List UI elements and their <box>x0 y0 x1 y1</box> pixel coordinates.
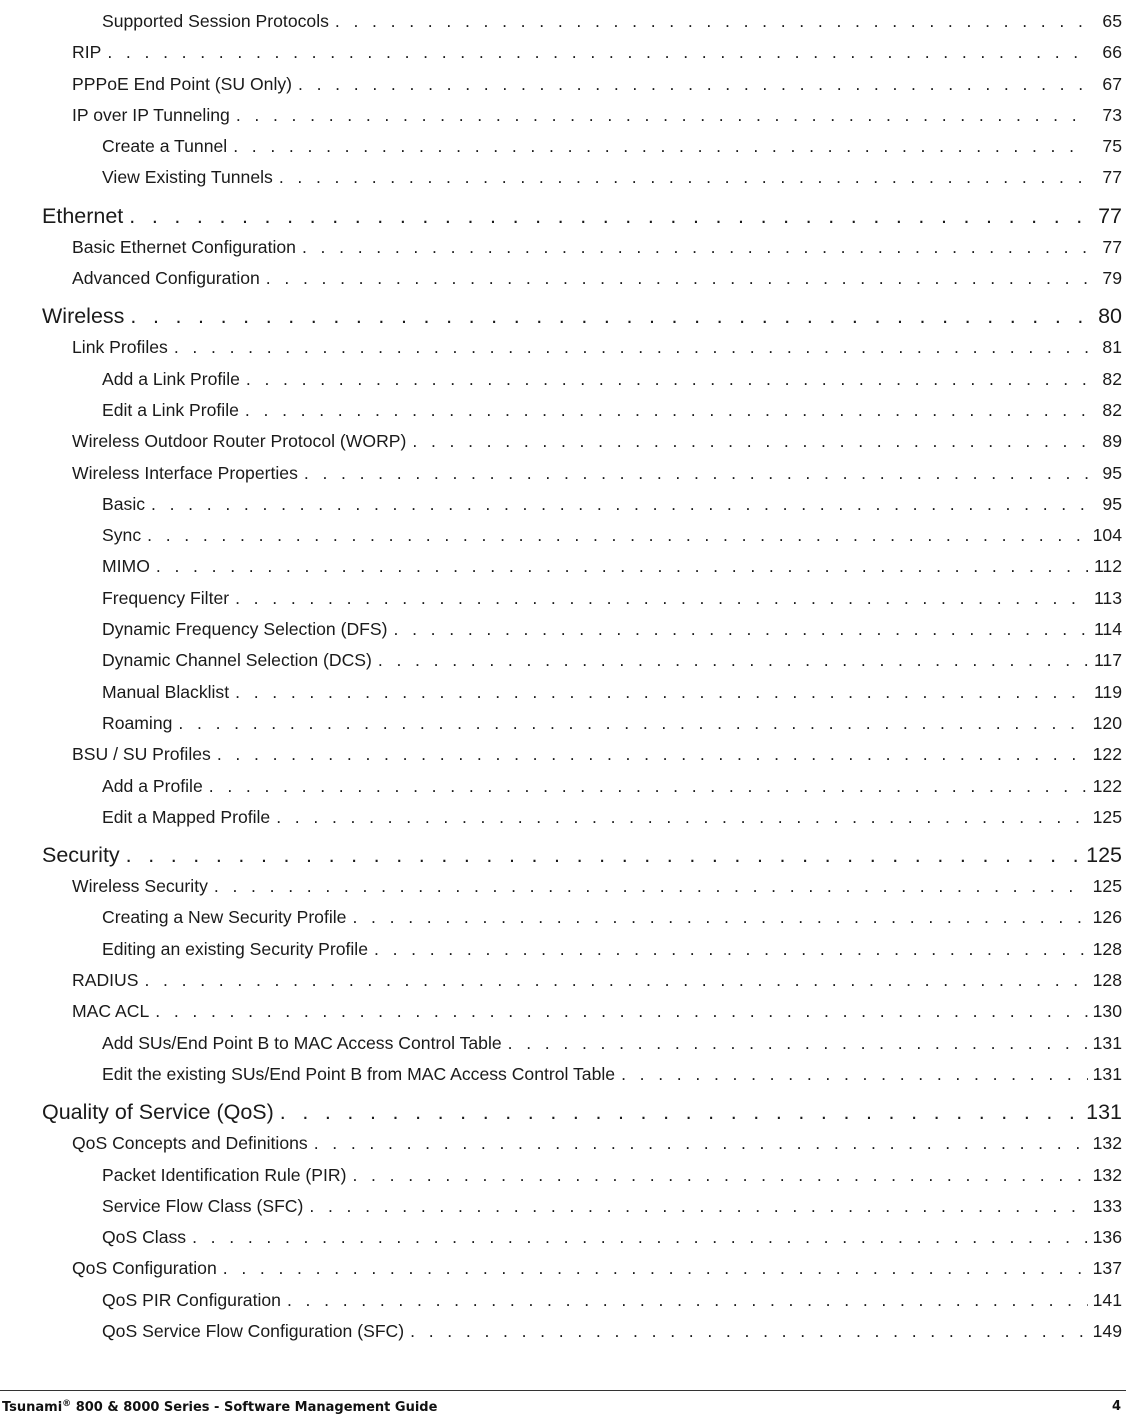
toc-entry-page-number: 136 <box>1092 1227 1122 1248</box>
toc-entry-title: MIMO <box>102 556 150 577</box>
dot-leader <box>621 1064 1088 1085</box>
dot-leader <box>235 588 1088 609</box>
toc-entry-page-number: 125 <box>1086 843 1122 868</box>
dot-leader <box>352 1165 1088 1186</box>
dot-leader <box>107 42 1088 63</box>
dot-leader <box>126 843 1084 868</box>
toc-section-link[interactable] <box>0 237 1126 268</box>
toc-entry-title: QoS Concepts and Definitions <box>72 1133 308 1154</box>
toc-entry-title: QoS Configuration <box>72 1258 217 1279</box>
toc-entry-title: Wireless Outdoor Router Protocol (WORP) <box>72 431 407 452</box>
dot-leader <box>144 970 1088 991</box>
toc-subsection-link[interactable] <box>0 525 1126 556</box>
toc-entry-title: IP over IP Tunneling <box>72 104 230 125</box>
dot-leader <box>209 776 1088 797</box>
dot-leader <box>155 1001 1088 1022</box>
dot-leader <box>266 268 1088 289</box>
toc-section-link[interactable] <box>0 1133 1126 1164</box>
toc-entry-title: PPPoE End Point (SU Only) <box>72 73 293 94</box>
footer-brand: Tsunami <box>2 1400 63 1415</box>
toc-entry-page-number: 81 <box>1102 337 1122 358</box>
toc-entry-page-number: 119 <box>1093 681 1122 702</box>
dot-leader <box>280 1100 1084 1125</box>
toc-subsection-link[interactable] <box>0 11 1126 42</box>
toc-subsection-link[interactable] <box>0 494 1126 525</box>
toc-entry-page-number: 131 <box>1092 1063 1122 1084</box>
toc-entry-title: Packet Identification Rule (PIR) <box>102 1164 347 1185</box>
footer-title-text: 800 & 8000 Series - Software Management Guide <box>71 1400 438 1415</box>
toc-entry-title: Supported Session Protocols <box>102 11 329 31</box>
toc-entry-page-number: 126 <box>1092 907 1122 928</box>
toc-entry-page-number: 125 <box>1092 806 1122 827</box>
dot-leader <box>217 744 1088 765</box>
toc-subsection-link[interactable] <box>0 369 1126 400</box>
footer-page-number: 4 <box>1111 1399 1121 1414</box>
toc-entry-title: View Existing Tunnels <box>102 167 273 188</box>
toc-entry-title: Edit a Mapped Profile <box>102 806 271 827</box>
dot-leader <box>302 237 1088 258</box>
dot-leader <box>378 650 1088 671</box>
toc-entry-page-number: 128 <box>1092 938 1122 959</box>
toc-entry-title: Wireless <box>42 304 125 329</box>
toc-subsection-link[interactable] <box>0 167 1126 198</box>
toc-entry-page-number: 112 <box>1093 556 1122 577</box>
dot-leader <box>129 204 1088 229</box>
toc-section-link[interactable] <box>0 74 1126 105</box>
toc-entry-page-number: 149 <box>1092 1320 1122 1341</box>
dot-leader <box>394 619 1088 640</box>
footer-divider <box>0 1390 1126 1391</box>
toc-entry-page-number: 125 <box>1092 876 1122 897</box>
dot-leader <box>174 337 1088 358</box>
toc-entry-page-number: 113 <box>1093 587 1122 608</box>
toc-entry-title: Wireless Security <box>72 876 208 897</box>
toc-entry-title: Link Profiles <box>72 337 168 358</box>
toc-entry-page-number: 73 <box>1102 104 1122 125</box>
toc-entry-title: Edit the existing SUs/End Point B from MAC Access Control Table <box>102 1063 616 1084</box>
dot-leader <box>151 494 1088 515</box>
toc-section-link[interactable] <box>0 105 1126 136</box>
toc-subsection-link[interactable] <box>0 682 1126 713</box>
dot-leader <box>147 525 1088 546</box>
toc-entry-page-number: 130 <box>1092 1001 1122 1022</box>
table-of-contents <box>0 11 1126 1352</box>
toc-entry-title: RADIUS <box>72 970 139 991</box>
toc-section-link[interactable] <box>0 431 1126 462</box>
toc-entry-page-number: 122 <box>1092 744 1122 765</box>
toc-entry-page-number: 75 <box>1102 136 1122 157</box>
dot-leader <box>410 1321 1088 1342</box>
toc-entry-title: Add SUs/End Point B to MAC Access Control Table <box>102 1032 502 1053</box>
toc-subsection-link[interactable] <box>0 619 1126 650</box>
dot-leader <box>192 1227 1088 1248</box>
toc-entry-page-number: 132 <box>1092 1133 1122 1154</box>
toc-subsection-link[interactable] <box>0 1321 1126 1352</box>
toc-entry-title: Add a Link Profile <box>102 368 240 389</box>
dot-leader <box>235 682 1088 703</box>
toc-subsection-link[interactable] <box>0 713 1126 744</box>
toc-chapter-link[interactable] <box>0 1100 1126 1133</box>
dot-leader <box>287 1290 1088 1311</box>
dot-leader <box>233 136 1088 157</box>
toc-entry-title: Edit a Link Profile <box>102 399 239 420</box>
toc-entry-title: Wireless Interface Properties <box>72 462 298 483</box>
toc-section-link[interactable] <box>0 42 1126 73</box>
dot-leader <box>314 1133 1088 1154</box>
registered-mark: ® <box>62 1399 72 1409</box>
toc-entry-page-number: 131 <box>1086 1100 1122 1125</box>
toc-entry-page-number: 141 <box>1092 1289 1122 1310</box>
toc-entry-page-number: 132 <box>1092 1164 1122 1185</box>
toc-subsection-link[interactable] <box>0 1196 1126 1227</box>
toc-entry-title: Security <box>42 843 120 868</box>
toc-subsection-link[interactable] <box>0 650 1126 681</box>
toc-section-link[interactable] <box>0 970 1126 1001</box>
toc-entry-page-number: 117 <box>1093 650 1122 671</box>
toc-entry-page-number: 82 <box>1102 399 1122 420</box>
toc-subsection-link[interactable] <box>0 1290 1126 1321</box>
dot-leader <box>298 74 1088 95</box>
toc-entry-title: Basic Ethernet Configuration <box>72 236 296 257</box>
toc-entry-page-number: 82 <box>1102 368 1122 389</box>
toc-entry-page-number: 120 <box>1092 712 1122 733</box>
toc-entry-page-number: 131 <box>1092 1032 1122 1053</box>
toc-entry-page-number: 133 <box>1092 1195 1122 1216</box>
toc-entry-page-number: 104 <box>1092 525 1122 546</box>
toc-entry-page-number: 95 <box>1102 493 1122 514</box>
dot-leader <box>246 369 1088 390</box>
toc-entry-page-number: 114 <box>1093 619 1122 640</box>
toc-subsection-link[interactable] <box>0 1064 1126 1095</box>
toc-entry-page-number: 122 <box>1092 775 1122 796</box>
toc-subsection-link[interactable] <box>0 1227 1126 1258</box>
dot-leader <box>309 1196 1088 1217</box>
dot-leader <box>156 556 1088 577</box>
toc-entry-page-number: 79 <box>1102 268 1122 289</box>
toc-section-link[interactable] <box>0 1001 1126 1032</box>
toc-entry-title: Frequency Filter <box>102 587 230 608</box>
dot-leader <box>374 939 1088 960</box>
toc-subsection-link[interactable] <box>0 556 1126 587</box>
dot-leader <box>276 807 1088 828</box>
toc-chapter-link[interactable] <box>0 304 1126 337</box>
toc-entry-page-number: 67 <box>1102 73 1122 94</box>
toc-entry-title: MAC ACL <box>72 1001 150 1022</box>
toc-chapter-link[interactable] <box>0 204 1126 237</box>
page-footer <box>0 1399 1126 1417</box>
toc-entry-title: Sync <box>102 525 142 546</box>
toc-entry-title: Advanced Configuration <box>72 268 260 289</box>
toc-entry-title: Manual Blacklist <box>102 681 230 702</box>
toc-subsection-link[interactable] <box>0 1165 1126 1196</box>
toc-subsection-link[interactable] <box>0 1033 1126 1064</box>
toc-subsection-link[interactable] <box>0 588 1126 619</box>
dot-leader <box>304 463 1088 484</box>
toc-entry-page-number: 66 <box>1102 42 1122 63</box>
dot-leader <box>236 105 1088 126</box>
toc-entry-title: Dynamic Channel Selection (DCS) <box>102 650 372 671</box>
toc-section-link[interactable] <box>0 744 1126 775</box>
toc-entry-title: Ethernet <box>42 203 124 228</box>
dot-leader <box>335 11 1088 32</box>
toc-chapter-link[interactable] <box>0 843 1126 876</box>
toc-entry-page-number: 77 <box>1102 167 1122 188</box>
toc-entry-title: QoS Class <box>102 1227 187 1248</box>
toc-subsection-link[interactable] <box>0 907 1126 938</box>
toc-entry-title: QoS Service Flow Configuration (SFC) <box>102 1320 405 1341</box>
dot-leader <box>214 876 1088 897</box>
dot-leader <box>352 907 1088 928</box>
toc-entry-page-number: 95 <box>1102 462 1122 483</box>
toc-entry-page-number: 137 <box>1092 1258 1122 1279</box>
toc-entry-page-number: 80 <box>1098 304 1122 329</box>
toc-subsection-link[interactable] <box>0 400 1126 431</box>
dot-leader <box>178 713 1088 734</box>
toc-entry-page-number: 128 <box>1092 970 1122 991</box>
toc-entry-page-number: 77 <box>1098 203 1122 228</box>
toc-section-link[interactable] <box>0 268 1126 299</box>
toc-entry-title: Editing an existing Security Profile <box>102 938 368 959</box>
toc-entry-page-number: 77 <box>1102 236 1122 257</box>
toc-entry-title: Service Flow Class (SFC) <box>102 1195 304 1216</box>
toc-entry-page-number: 89 <box>1102 431 1122 452</box>
toc-entry-title: Add a Profile <box>102 775 203 796</box>
dot-leader <box>130 304 1088 329</box>
toc-section-link[interactable] <box>0 1258 1126 1289</box>
toc-entry-title: QoS PIR Configuration <box>102 1289 281 1310</box>
toc-entry-title: Create a Tunnel <box>102 136 228 157</box>
toc-entry-title: Dynamic Frequency Selection (DFS) <box>102 619 388 640</box>
toc-section-link[interactable] <box>0 876 1126 907</box>
toc-entry-page-number: 65 <box>1102 11 1122 31</box>
toc-entry-title: Basic <box>102 493 146 514</box>
toc-subsection-link[interactable] <box>0 939 1126 970</box>
toc-entry-title: RIP <box>72 42 102 63</box>
dot-leader <box>279 167 1088 188</box>
dot-leader <box>412 431 1088 452</box>
dot-leader <box>508 1033 1088 1054</box>
toc-section-link[interactable] <box>0 463 1126 494</box>
toc-subsection-link[interactable] <box>0 807 1126 838</box>
toc-entry-title: Quality of Service (QoS) <box>42 1100 274 1125</box>
dot-leader <box>223 1258 1088 1279</box>
toc-subsection-link[interactable] <box>0 136 1126 167</box>
toc-entry-title: Creating a New Security Profile <box>102 907 347 928</box>
footer-document-title <box>2 1399 437 1415</box>
toc-subsection-link[interactable] <box>0 776 1126 807</box>
dot-leader <box>245 400 1088 421</box>
toc-section-link[interactable] <box>0 337 1126 368</box>
toc-entry-title: BSU / SU Profiles <box>72 744 211 765</box>
toc-entry-title: Roaming <box>102 712 173 733</box>
